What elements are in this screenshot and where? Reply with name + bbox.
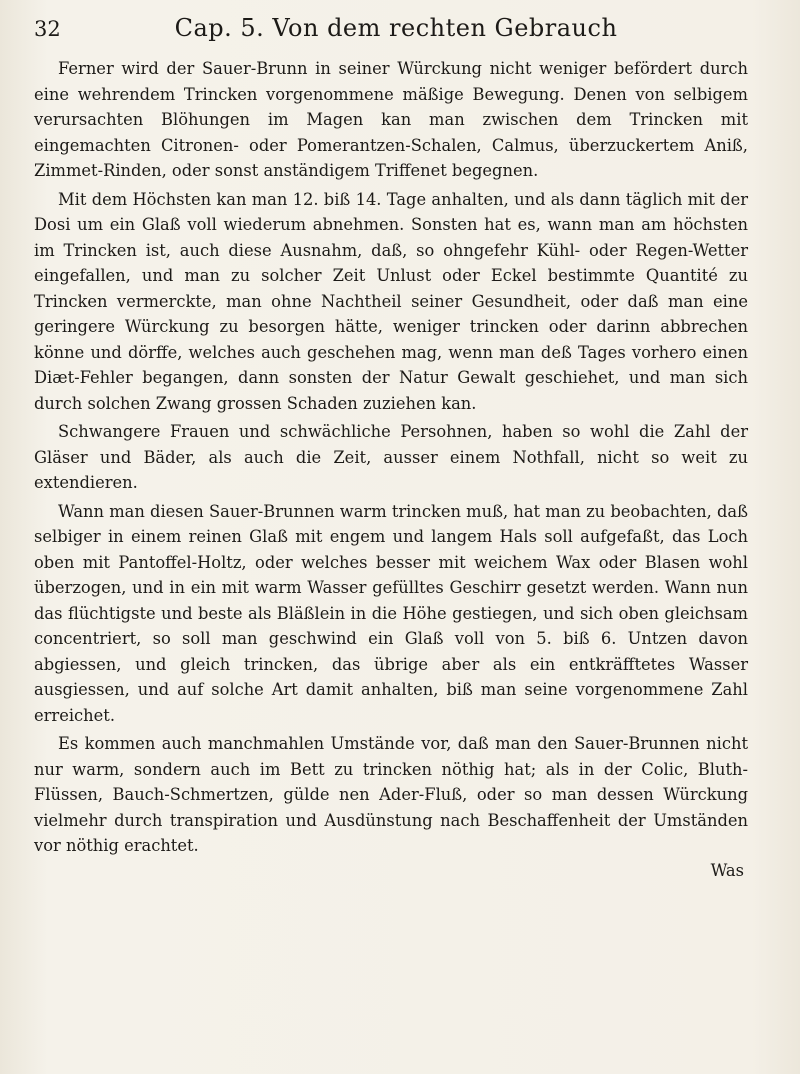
page-header: [34, 14, 748, 54]
paragraph-2: Mit dem Höchsten kan man 12. biß 14. Tage anhalten, und als dann täglich mit der Dosi um ein Glaß voll wiederum abnehmen. Sonsten hat es, wann man am höchsten im Trincken ist, auch diese Ausnahm, daß, so ohngefehr Kühl- oder Regen-Wetter eingefallen, und man zu solcher Zeit Unlust oder Eckel bestimmte Quantité zu Trincken vermerckte, man ohne Nachtheil seiner Gesundheit, oder daß man eine geringere Würckung zu besorgen hätte, weniger trincken oder darinn abbrechen könne und dörffe, welches auch geschehen mag, wenn man deß Tages vorhero einen Diæt-Fehler begangen, dann sonsten der Natur Gewalt geschiehet, und man sich durch solchen Zwang grossen Schaden zuziehen kan.: [34, 189, 748, 413]
paragraph-1: Ferner wird der Sauer-Brunn in seiner Würckung nicht weniger befördert durch eine wehrendem Trincken vorgenommene mäßige Bewegung. Denen von selbigem verursachten Blöhungen im Magen kan man zwischen dem Trincken mit eingemachten Citronen- oder Pomerantzen-Schalen, Calmus, überzuckertem Aniß, Zimmet-Rinden, oder sonst anständigem Triffenet begegnen.: [34, 59, 748, 180]
paragraph-5: Es kommen auch manchmahlen Umstände vor, daß man den Sauer-Brunnen nicht nur warm, sondern auch im Bett zu trincken nöthig hat; als in der Colic, Bluth-Flüssen, Bauch-Schmertzen, gülde nen Ader-Fluß, oder so man dessen Würckung vielmehr durch transpiration und Ausdünstung nach Beschaffenheit der Umständen vor nöthig erachtet.: [34, 734, 748, 855]
paragraph-4: Wann man diesen Sauer-Brunnen warm trincken muß, hat man zu beobachten, daß selbiger in einem reinen Glaß mit engem und langem Hals soll aufgefaßt, das Loch oben mit Pantoffel-Holtz, oder welches besser mit weichem Wax oder Blasen wohl überzogen, und in ein mit warm Wasser gefülltes Geschirr gesetzt werden. Wann nun das flüchtigste und beste als Bläßlein in die Höhe gestiegen, und sich oben gleichsam concentriert, so soll man geschwind ein Glaß voll von 5. biß 6. Untzen davon abgiessen, und gleich trincken, das übrige aber als ein entkräfftetes Wasser ausgiessen, und auf solche Art damit anhalten, biß man seine vorgenommene Zahl erreichet.: [34, 501, 748, 725]
paragraph-3: Schwangere Frauen und schwächliche Persohnen, haben so wohl die Zahl der Gläser und Bäder, als auch die Zeit, ausser einem Nothfall, nicht so weit zu extendieren.: [34, 422, 748, 492]
catchword: Was: [710, 860, 744, 880]
running-head: Cap. 5. Von dem rechten Gebrauch: [174, 14, 618, 42]
page-body: [34, 56, 748, 883]
page-number: 32: [34, 17, 61, 41]
